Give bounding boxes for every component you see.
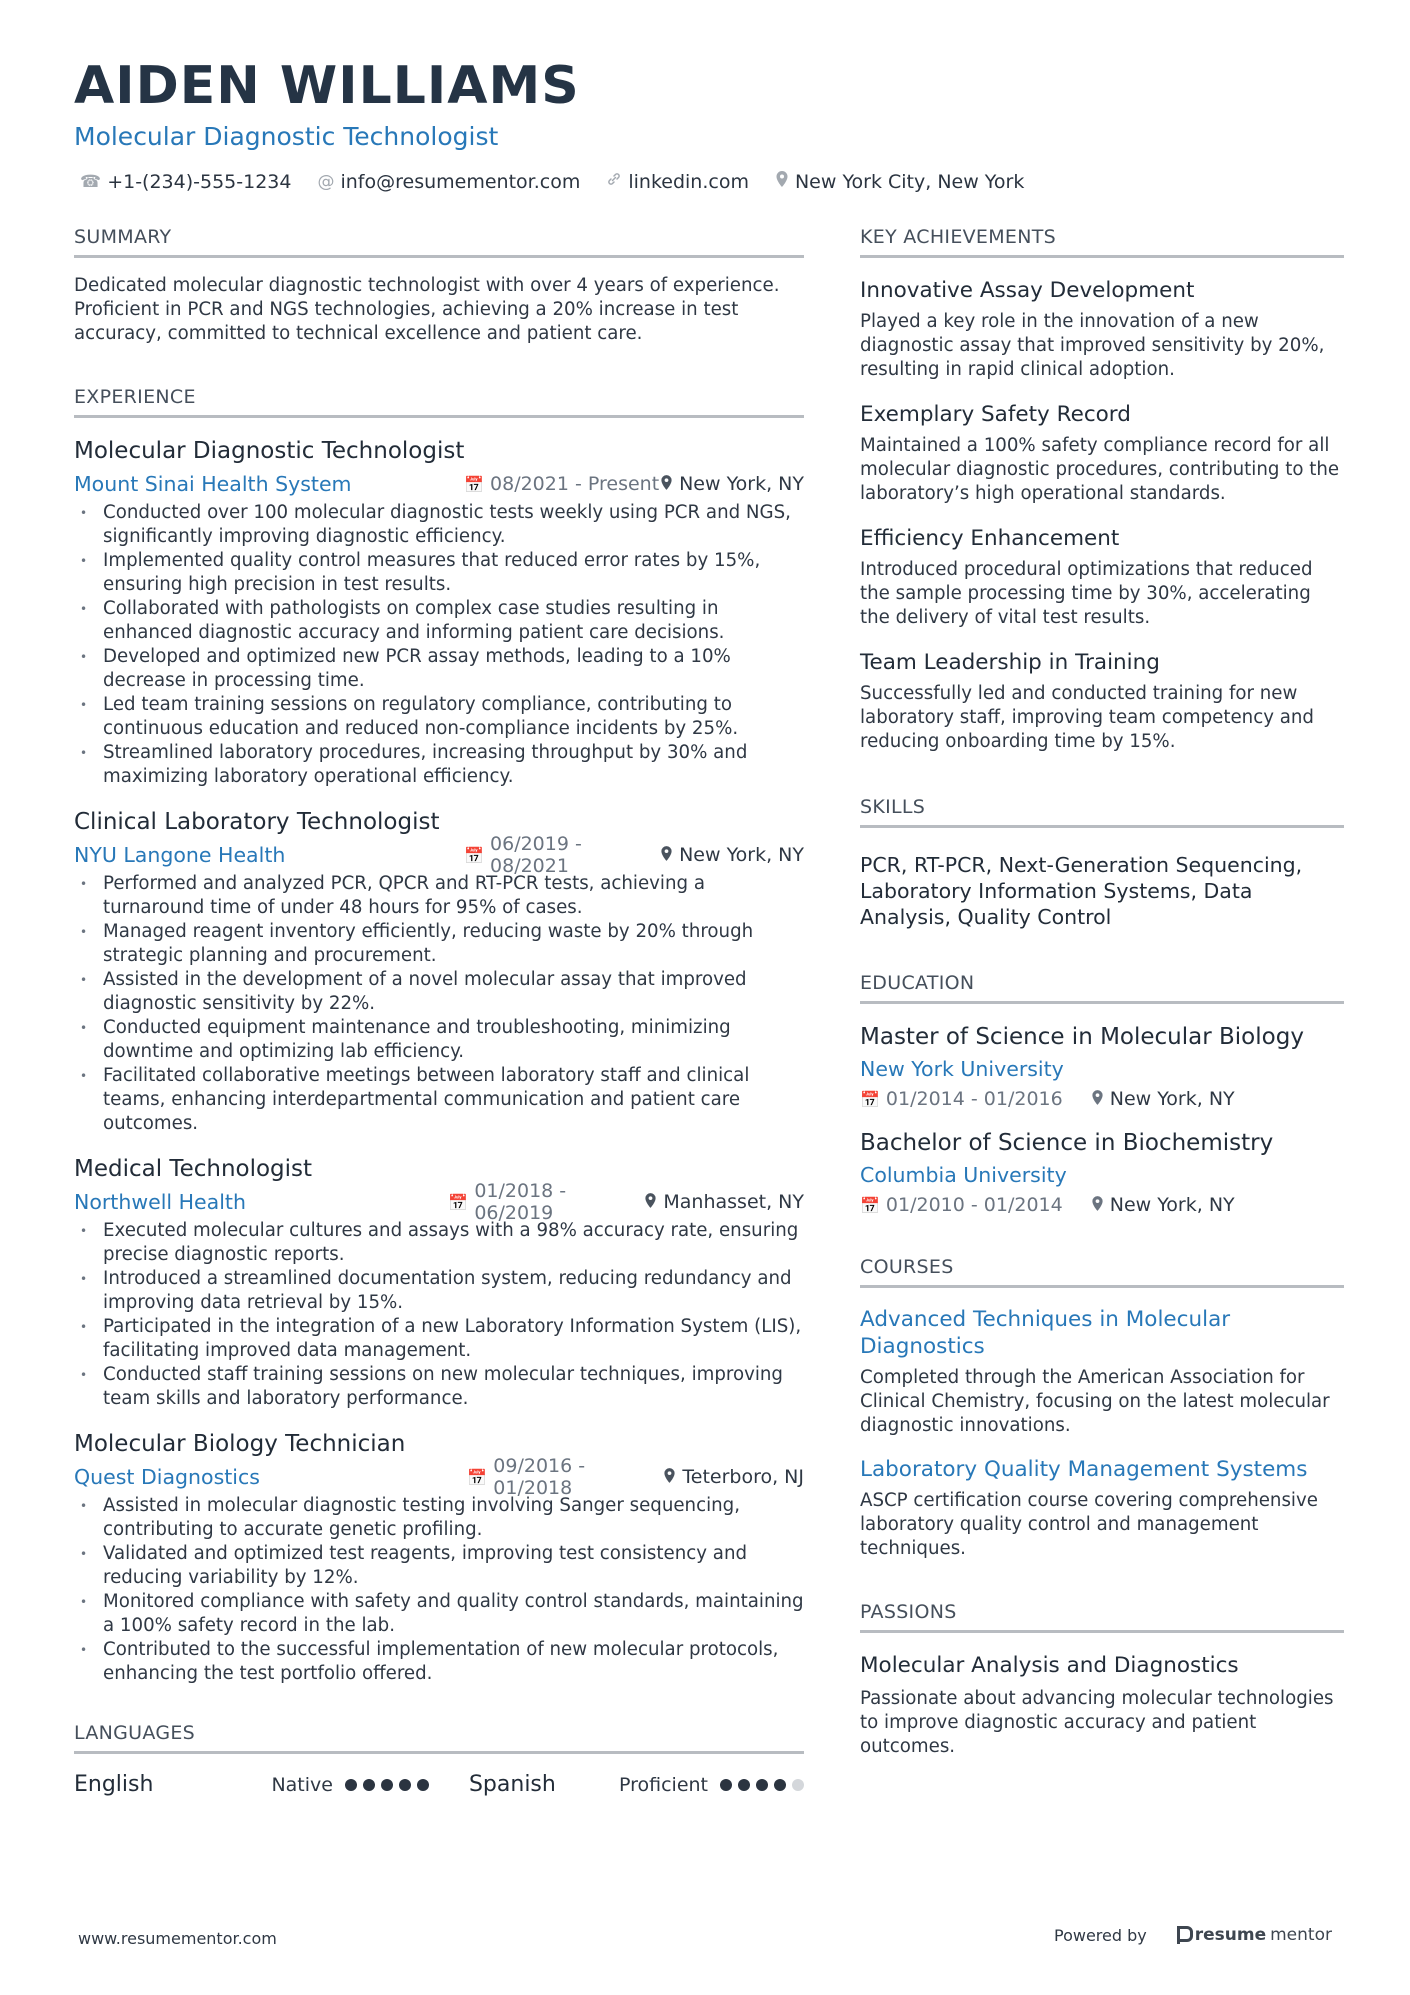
job-bullets	[74, 1494, 804, 1686]
job-bullet: • Assisted in the development of a novel molecular assay that improved diagnostic sensitivity by 22%.	[74, 968, 804, 1016]
achievement-text: Introduced procedural optimizations that reduced the sample processing time by 30%, accelerating the delivery of vital test results.	[860, 559, 1313, 628]
passions-heading: PASSIONS	[860, 1601, 1344, 1633]
education-meta	[860, 1194, 1344, 1216]
job-title: Molecular Biology Technician	[74, 1431, 406, 1457]
summary-text: Dedicated molecular diagnostic technologist with over 4 years of experience. Proficient in PCR and NGS technologies, achieving a 20% increase in test accuracy, committed to technical excellence and patient care.	[74, 275, 780, 344]
skills-heading: SKILLS	[860, 796, 1344, 828]
education-dates	[860, 1194, 1063, 1216]
footer-website[interactable]: www.resumementor.com	[78, 1929, 277, 1948]
education-item	[860, 1022, 1344, 1110]
job-bullet: • Contributed to the successful implementation of new molecular protocols, enhancing the test portfolio offered.	[74, 1638, 804, 1686]
job-location-text: Teterboro, NJ	[682, 1466, 804, 1488]
job-entry	[74, 436, 804, 789]
achievement-title: Exemplary Safety Record	[860, 402, 1131, 427]
job-title: Medical Technologist	[74, 1156, 313, 1182]
footer-branding	[1054, 1925, 1332, 1945]
contact-linkedin[interactable]	[606, 170, 749, 193]
at-icon: @	[317, 171, 335, 192]
achievement-text: Played a key role in the innovation of a new diagnostic assay that improved sensitivity by 20%, resulting in rapid clinical adoption.	[860, 311, 1325, 380]
education-heading: EDUCATION	[860, 972, 1344, 1004]
resumementor-logo[interactable]	[1177, 1925, 1332, 1945]
job-bullet: • Facilitated collaborative meetings between laboratory staff and clinical teams, enhancing interdepartmental communication and patient care outcomes.	[74, 1064, 804, 1136]
contact-phone	[80, 170, 291, 193]
achievement-item	[860, 400, 1344, 506]
job-company: NYU Langone Health	[74, 843, 286, 867]
job-bullet: • Conducted equipment maintenance and troubleshooting, minimizing downtime and optimizing lab efficiency.	[74, 1016, 804, 1064]
job-dates	[448, 1180, 644, 1224]
education-location	[1091, 1088, 1235, 1110]
achievement-title: Efficiency Enhancement	[860, 526, 1120, 551]
link-icon	[606, 171, 622, 192]
course-text: ASCP certification course covering comprehensive laboratory quality control and management techniques.	[860, 1490, 1318, 1559]
phone-icon: ☎	[80, 171, 102, 192]
job-location	[660, 844, 804, 866]
location-pin-icon	[663, 1467, 676, 1488]
job-title: Molecular Diagnostic Technologist	[74, 438, 465, 464]
language-level: Proficient	[618, 1773, 709, 1796]
powered-by-label: Powered by	[1054, 1925, 1147, 1945]
education-location-text: New York, NY	[1109, 1194, 1235, 1216]
job-bullets	[74, 872, 804, 1136]
course-item	[860, 1456, 1344, 1561]
passion-text: Passionate about advancing molecular technologies to improve diagnostic accuracy and patient outcomes.	[860, 1688, 1334, 1757]
calendar-icon: 📅	[464, 845, 485, 865]
job-company: Northwell Health	[74, 1190, 246, 1214]
education-degree: Master of Science in Molecular Biology	[860, 1024, 1304, 1050]
job-bullet: • Executed molecular cultures and assays with a 98% accuracy rate, ensuring precise diagnostic reports.	[74, 1219, 804, 1267]
logo-text-light: mentor	[1270, 1925, 1332, 1945]
calendar-icon: 📅	[448, 1192, 469, 1212]
contact-email[interactable]	[317, 170, 580, 193]
location-text: New York City, New York	[794, 170, 1025, 193]
logo-mark-icon	[1177, 1926, 1191, 1944]
job-company: Mount Sinai Health System	[74, 472, 352, 496]
achievement-item	[860, 524, 1344, 630]
job-dates-text: 06/2019 - 08/2021	[490, 833, 582, 877]
job-location-text: Manhasset, NY	[663, 1191, 804, 1213]
course-title: Advanced Techniques in Molecular Diagnostics	[860, 1307, 1231, 1359]
achievement-item	[860, 648, 1344, 754]
rating-dot	[363, 1779, 375, 1791]
job-dates	[464, 473, 660, 495]
rating-dot	[399, 1779, 411, 1791]
rating-dot	[417, 1779, 429, 1791]
experience-heading: EXPERIENCE	[74, 386, 804, 418]
course-title: Laboratory Quality Management Systems	[860, 1457, 1308, 1482]
job-bullet: • Collaborated with pathologists on complex case studies resulting in enhanced diagnostic accuracy and informing patient care decisions.	[74, 597, 804, 645]
job-location	[644, 1191, 804, 1213]
skills-text: PCR, RT-PCR, Next-Generation Sequencing, Laboratory Information Systems, Data Analysis, Quality Control	[860, 853, 1303, 929]
job-bullet: • Conducted over 100 molecular diagnostic tests weekly using PCR and NGS, significantly improving diagnostic efficiency.	[74, 501, 804, 549]
course-item	[860, 1306, 1344, 1438]
job-dates-text: 09/2016 - 01/2018	[493, 1455, 586, 1499]
languages-row	[74, 1772, 804, 1797]
job-bullet: • Participated in the integration of a new Laboratory Information System (LIS), facilitating improved data management.	[74, 1315, 804, 1363]
education-dates	[860, 1088, 1063, 1110]
job-bullet: • Developed and optimized new PCR assay methods, leading to a 10% decrease in processing time.	[74, 645, 804, 693]
language-name: English	[74, 1772, 154, 1797]
rating-dot	[756, 1779, 768, 1791]
job-company: Quest Diagnostics	[74, 1465, 260, 1489]
job-entry	[74, 1429, 804, 1686]
achievement-title: Innovative Assay Development	[860, 278, 1195, 303]
achievements-heading: KEY ACHIEVEMENTS	[860, 226, 1344, 258]
education-item	[860, 1128, 1344, 1216]
rating-dot	[792, 1779, 804, 1791]
job-meta	[74, 1180, 804, 1224]
job-bullet: • Assisted in molecular diagnostic testing involving Sanger sequencing, contributing to accurate genetic profiling.	[74, 1494, 804, 1542]
courses-heading: COURSES	[860, 1256, 1344, 1288]
education-location-text: New York, NY	[1109, 1088, 1235, 1110]
candidate-title: Molecular Diagnostic Technologist	[74, 122, 499, 151]
job-location-text: New York, NY	[679, 473, 804, 495]
job-bullets	[74, 1219, 804, 1411]
job-bullet: • Led team training sessions on regulatory compliance, contributing to continuous education and reduced non-compliance incidents by 25%.	[74, 693, 804, 741]
job-dates-text: 08/2021 - Present	[490, 473, 660, 495]
calendar-icon: 📅	[467, 1467, 488, 1487]
language-rating	[720, 1779, 804, 1791]
job-bullet: • Validated and optimized test reagents, improving test consistency and reducing variability by 12%.	[74, 1542, 804, 1590]
education-meta	[860, 1088, 1344, 1110]
right-column	[860, 226, 1344, 1759]
location-pin-icon	[1091, 1089, 1104, 1110]
rating-dot	[774, 1779, 786, 1791]
job-bullet: • Streamlined laboratory procedures, increasing throughput by 30% and maximizing laboratory operational efficiency.	[74, 741, 804, 789]
language-name: Spanish	[468, 1772, 556, 1797]
language-rating	[345, 1779, 429, 1791]
location-pin-icon	[660, 845, 673, 866]
education-school: Columbia University	[860, 1163, 1067, 1187]
summary-heading: SUMMARY	[74, 226, 804, 258]
location-pin-icon	[775, 170, 789, 193]
candidate-name: AIDEN WILLIAMS	[74, 56, 580, 116]
job-title: Clinical Laboratory Technologist	[74, 809, 440, 835]
languages-heading: LANGUAGES	[74, 1722, 804, 1754]
location-pin-icon	[644, 1192, 657, 1213]
left-column	[74, 226, 804, 1797]
job-dates-text: 01/2018 - 06/2019	[474, 1180, 567, 1224]
rating-dot	[738, 1779, 750, 1791]
job-dates	[464, 833, 660, 877]
job-meta	[74, 833, 804, 877]
job-bullet: • Monitored compliance with safety and quality control standards, maintaining a 100% safety record in the lab.	[74, 1590, 804, 1638]
achievement-item	[860, 276, 1344, 382]
course-text: Completed through the American Association for Clinical Chemistry, focusing on the latest molecular diagnostic innovations.	[860, 1367, 1330, 1436]
job-bullet: • Performed and analyzed PCR, QPCR and RT-PCR tests, achieving a turnaround time of under 48 hours for 95% of cases.	[74, 872, 804, 920]
job-location	[663, 1466, 804, 1488]
achievement-title: Team Leadership in Training	[860, 650, 1160, 675]
rating-dot	[381, 1779, 393, 1791]
calendar-icon: 📅	[464, 474, 485, 494]
logo-text-bold: resume	[1194, 1925, 1267, 1945]
email-text[interactable]: info@resumementor.com	[340, 170, 581, 193]
linkedin-text[interactable]: linkedin.com	[628, 170, 749, 193]
contact-bar	[80, 170, 1024, 193]
job-entry	[74, 807, 804, 1136]
language-level: Native	[271, 1773, 333, 1796]
passion-title: Molecular Analysis and Diagnostics	[860, 1653, 1239, 1678]
job-bullets	[74, 501, 804, 789]
job-location-text: New York, NY	[679, 844, 804, 866]
calendar-icon: 📅	[860, 1089, 880, 1109]
job-location	[660, 473, 804, 495]
education-dates-text: 01/2010 - 01/2014	[885, 1194, 1063, 1216]
job-bullet: • Implemented quality control measures that reduced error rates by 15%, ensuring high precision in test results.	[74, 549, 804, 597]
achievement-text: Maintained a 100% safety compliance record for all molecular diagnostic procedures, contributing to the laboratory’s high operational standards.	[860, 435, 1340, 504]
job-bullet: • Conducted staff training sessions on new molecular techniques, improving team skills and laboratory performance.	[74, 1363, 804, 1411]
location-pin-icon	[1091, 1195, 1104, 1216]
rating-dot	[720, 1779, 732, 1791]
phone-text: +1-(234)-555-1234	[107, 170, 292, 193]
job-meta	[74, 470, 804, 498]
calendar-icon: 📅	[860, 1195, 880, 1215]
job-bullet: • Introduced a streamlined documentation system, reducing redundancy and improving data retrieval by 15%.	[74, 1267, 804, 1315]
education-degree: Bachelor of Science in Biochemistry	[860, 1130, 1274, 1156]
job-entry	[74, 1154, 804, 1411]
contact-location	[775, 170, 1024, 193]
achievement-text: Successfully led and conducted training for new laboratory staff, improving team competency and reducing onboarding time by 15%.	[860, 683, 1314, 752]
job-meta	[74, 1455, 804, 1499]
education-dates-text: 01/2014 - 01/2016	[885, 1088, 1063, 1110]
job-bullet: • Managed reagent inventory efficiently, reducing waste by 20% through strategic planning and procurement.	[74, 920, 804, 968]
education-location	[1091, 1194, 1235, 1216]
rating-dot	[345, 1779, 357, 1791]
location-pin-icon	[660, 474, 673, 495]
job-dates	[467, 1455, 663, 1499]
education-school: New York University	[860, 1057, 1064, 1081]
